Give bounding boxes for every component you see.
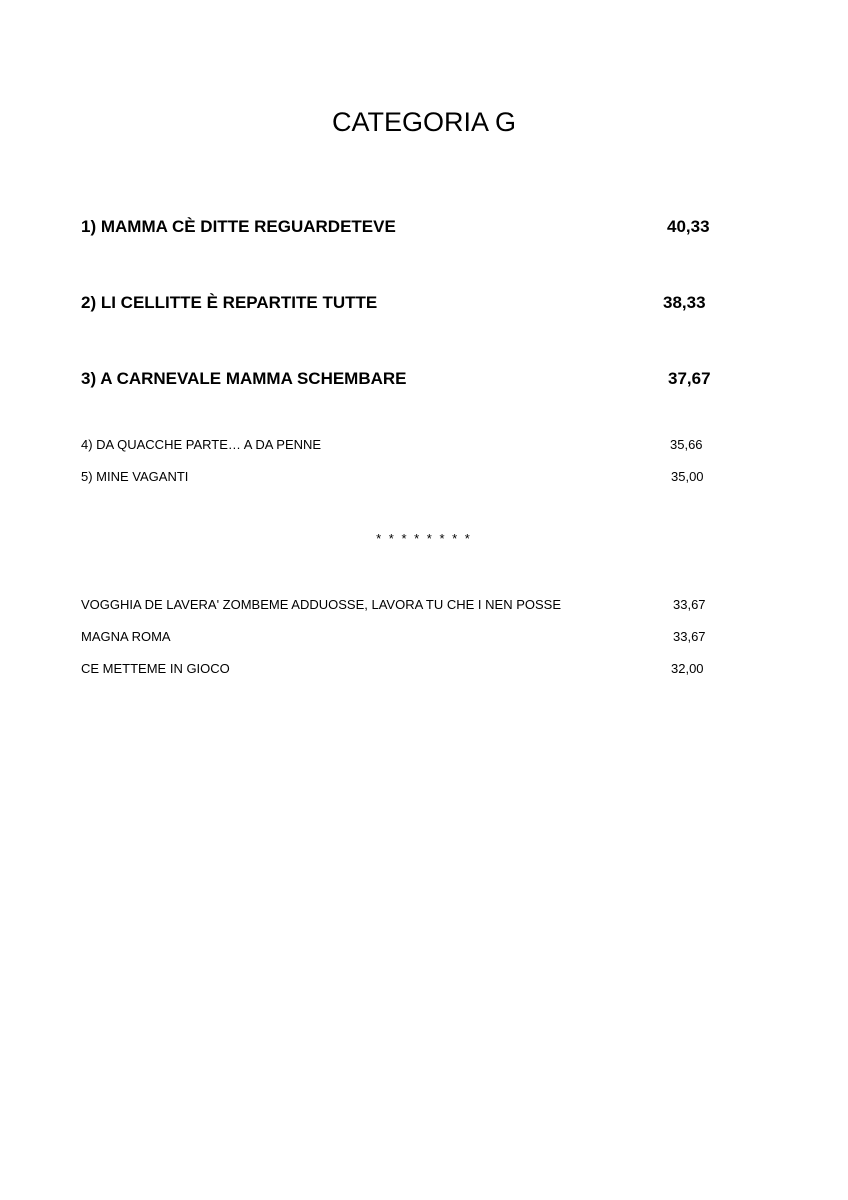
ranked-entry-2-label: 2) LI CELLITTE È REPARTITE TUTTE — [81, 293, 378, 312]
ranked-entry-3-label: 3) A CARNEVALE MAMMA SCHEMBARE — [81, 369, 407, 388]
unranked-entry-3-score: 32,00 — [671, 661, 704, 676]
ranked-entry-5-score: 35,00 — [671, 469, 704, 484]
unranked-entry-1-score: 33,67 — [673, 597, 706, 612]
unranked-entry-2-score: 33,67 — [673, 629, 706, 644]
ranked-entry-1-score: 40,33 — [667, 217, 710, 236]
ranked-entry-1-label: 1) MAMMA CÈ DITTE REGUARDETEVE — [81, 217, 396, 236]
unranked-entry-3-label: CE METTEME IN GIOCO — [81, 661, 230, 676]
unranked-entry-1-label: VOGGHIA DE LAVERA' ZOMBEME ADDUOSSE, LAVORA TU CHE I NEN POSSE — [81, 597, 561, 612]
ranked-entry-4-label: 4) DA QUACCHE PARTE… A DA PENNE — [81, 437, 322, 452]
ranked-entry-5-label: 5) MINE VAGANTI — [81, 469, 189, 484]
ranked-entry-2-score: 38,33 — [663, 293, 706, 312]
page-title: CATEGORIA G — [331, 107, 517, 137]
unranked-entry-2-label: MAGNA ROMA — [81, 629, 171, 644]
ranked-entry-3-score: 37,67 — [668, 369, 711, 388]
section-separator: * * * * * * * * — [376, 531, 472, 546]
ranked-entry-4-score: 35,66 — [670, 437, 703, 452]
